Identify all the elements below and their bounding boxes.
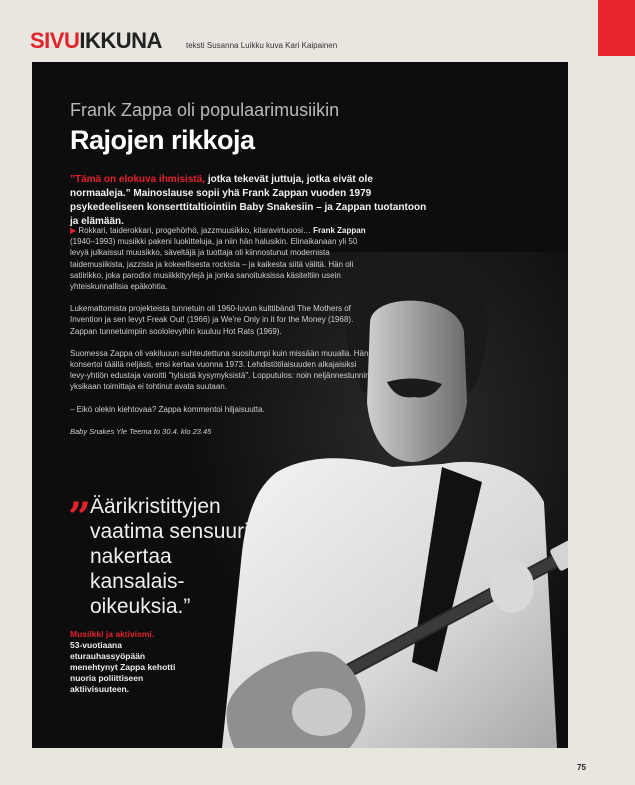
article-headline: Rajojen rikkoja <box>70 125 255 155</box>
body-paragraph-4: – Eikö olekin kiehtovaa? Zappa kommentoi hiljaisuutta. <box>70 404 265 414</box>
article-credits: teksti Susanna Luikku kuva Kari Kaipainen <box>186 41 338 50</box>
masthead-brand-dark: IKKUNA <box>79 28 162 53</box>
paragraph-marker-icon: ▶ <box>70 226 77 235</box>
section-masthead <box>30 30 162 52</box>
aside-text: 53-vuotiaana eturauhassyöpään menehtynyt Zappa kehotti nuoria poliittiseen aktiivisuuteen. <box>70 640 176 694</box>
aside-title: Musiikki ja aktivismi. <box>70 629 155 639</box>
article-panel <box>32 62 568 748</box>
body-p1-a: Rokkari, taiderokkari, progehörhö, jazzmuusikko, kitaravirtuoosi… <box>76 226 314 235</box>
page-number: 75 <box>577 763 586 772</box>
pullquote: Äärikristittyjen vaatima sensuuri nakertaa kansalais-oikeuksia.” <box>90 495 249 618</box>
body-paragraph-3: Suomessa Zappa oli vakiluuun suhteutettuna suositumpi kuin missään muualla. Hän konsertoi täällä neljästi, ensi kertaa vuonna 1973. Lehdistötilaisuuden alkajaisiksi levy-yhtiön edustaja varoitti "tylsistä kysymyksistä". Lopputulos: noin neljännestunnin yksikaan toimittaja ei tohtinut avata suutaan. <box>70 348 370 392</box>
masthead-brand-red: SIVU <box>30 28 80 53</box>
body-paragraph-2: Lukemattomista projekteista tunnetuin oli 1960-luvun kulttibändi The Mothers of Invention ja sen levyt Freak Out! (1966) ja We're Only in it for the Money (1968). Zappan tunnetuimpiin soololevyihin kuuluu Hot Rats (1969). <box>70 304 354 336</box>
article-overline: Frank Zappa oli populaarimusiikin <box>70 100 340 120</box>
article-body <box>70 225 370 448</box>
body-paragraph-1 <box>70 225 370 292</box>
lead-rest: jotka tekevät juttuja, jotka eivät ole normaaleja.” Mainoslause sopii yhä Frank Zappan vuoden 1979 psykedeeliseen konserttitaltiointiin Baby Snakesiin – ja Zappan tuotantoon ja elämään. <box>70 174 427 227</box>
pullquote-mark-icon: ” <box>68 494 92 541</box>
aside-note <box>70 629 180 695</box>
article-lead <box>70 173 430 229</box>
body-p1-b: (1940–1993) musiikki pakeni luokitteluja, ja niin hän halusikin. Elinaikanaan yli 50 levyä julkaissut muusikko, säveltäjä ja tuottaja oli kiinnostunut modernista taidemusiikista, jazzista ja kokeellisesta rockista – ja kaikesta siitä välitä. Hän oli satiirikko, joka parodioi musiikkityylejä ja jonka sanoituksissa käsiteltiin usein yhteiskunnallisia epäkohtia. <box>70 237 358 292</box>
body-p1-name: Frank Zappan <box>313 226 366 235</box>
lead-quote: ”Tämä on elokuva ihmisistä, <box>70 174 206 185</box>
section-corner-tab <box>598 0 635 56</box>
broadcast-caption: Baby Snakes Yle Teema to 30.4. klo 23.45 <box>70 426 212 436</box>
